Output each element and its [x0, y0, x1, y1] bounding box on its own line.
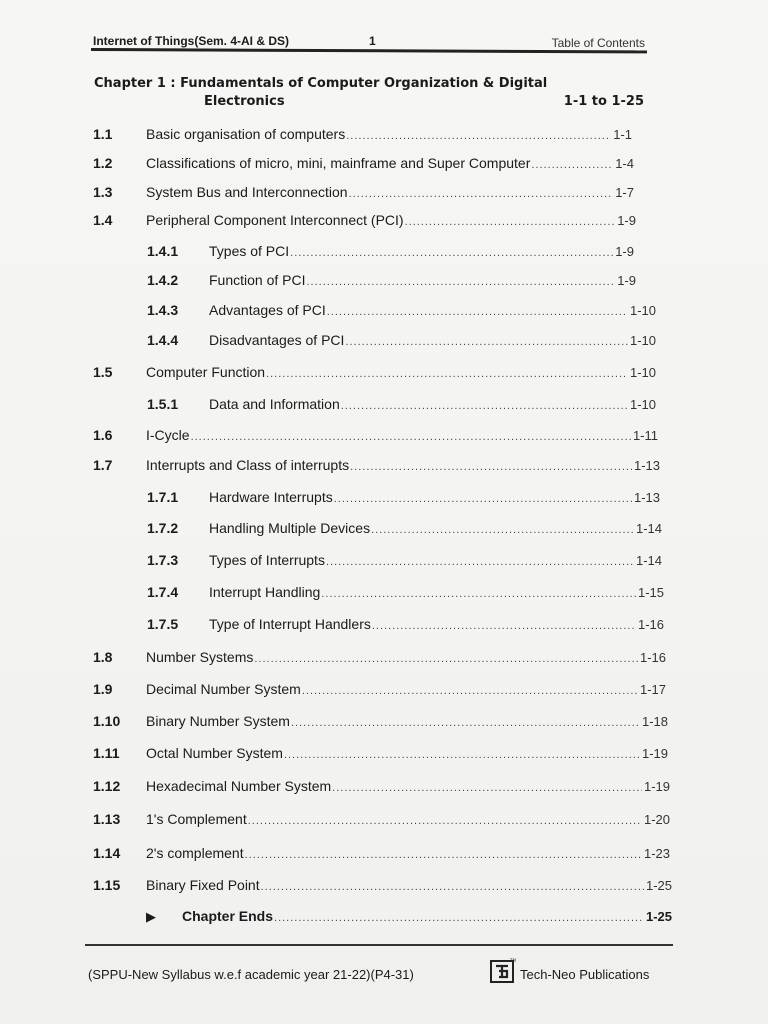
toc-entry-title: Function of PCI [209, 272, 306, 288]
chapter-ends-page: 1-25 [645, 909, 672, 924]
toc-entry-page: 1-25 [645, 878, 672, 893]
toc-entry-title: Interrupts and Class of interrupts [146, 457, 350, 473]
toc-entry-title: Disadvantages of PCI [209, 332, 345, 348]
page-number: 1 [369, 34, 376, 48]
toc-entry-title: Types of Interrupts [209, 552, 325, 568]
toc-entry-title: Binary Number System [146, 713, 290, 729]
dot-leader [372, 620, 636, 632]
toc-entry-number: 1.7.4 [147, 584, 179, 600]
toc-entry-number: 1.7.5 [147, 616, 179, 632]
toc-entry-page: 1-16 [639, 650, 666, 665]
dot-leader [332, 782, 642, 794]
dot-leader [291, 717, 640, 729]
toc-entry-page: 1-14 [635, 521, 662, 536]
toc-entry-title: Number Systems [146, 649, 254, 665]
toc-entry-number: 1.3 [93, 184, 113, 200]
toc-entry-title: Binary Fixed Point [146, 877, 260, 893]
toc-entry-page: 1-11 [632, 428, 658, 443]
toc-entry-number: 1.4 [93, 212, 113, 228]
toc-entry-number: 1.11 [93, 745, 120, 761]
book-title: Internet of Things(Sem. 4-AI & DS) [93, 34, 290, 48]
toc-entry-page: 1-4 [615, 156, 634, 171]
running-header [93, 32, 645, 50]
toc-entry[interactable] [93, 427, 658, 447]
toc-entry-title: Decimal Number System [146, 681, 301, 697]
dot-leader [321, 588, 636, 600]
dot-leader [345, 336, 628, 348]
toc-entry-title: Hardware Interrupts [209, 489, 333, 505]
toc-entry-page: 1-10 [629, 397, 656, 412]
toc-entry-page: 1-10 [629, 333, 656, 348]
toc-entry-page: 1-7 [615, 185, 634, 200]
page-footer [88, 958, 676, 988]
toc-entry-title: Type of Interrupt Handlers [209, 616, 371, 632]
toc-entry[interactable] [93, 212, 636, 232]
toc-entry[interactable] [93, 877, 672, 897]
toc-entry-title: Octal Number System [146, 745, 283, 761]
toc-entry-page: 1-13 [633, 458, 660, 473]
toc-entry-title: Handling Multiple Devices [209, 520, 371, 536]
toc-entry-title: System Bus and Interconnection [146, 184, 348, 200]
toc-entry-title: Hexadecimal Number System [146, 778, 332, 794]
toc-entry[interactable] [93, 457, 660, 477]
toc-entry-page: 1-19 [643, 779, 670, 794]
toc-entry-page: 1-20 [643, 812, 670, 827]
dot-leader [248, 815, 642, 827]
toc-entry[interactable] [93, 649, 666, 669]
toc-entry-title: I-Cycle [146, 427, 190, 443]
footer-rule [85, 944, 673, 946]
dot-leader [341, 400, 628, 412]
toc-entry-number: 1.13 [93, 811, 121, 827]
toc-entry-number: 1.12 [93, 778, 121, 794]
dot-leader [284, 749, 640, 761]
chapter-page-range: 1-1 to 1-25 [563, 94, 644, 109]
toc-entry-title: Basic organisation of computers [146, 126, 346, 142]
dot-leader [191, 431, 631, 443]
toc-entry[interactable] [93, 155, 634, 175]
dot-leader [405, 216, 616, 228]
toc-entry-title: 1's Complement [146, 811, 247, 827]
toc-entry-page: 1-10 [629, 365, 656, 380]
dot-leader [307, 276, 616, 288]
toc-entry-number: 1.5.1 [147, 396, 179, 412]
toc-entry-number: 1.4.3 [147, 302, 179, 318]
toc-entry-number: 1.2 [93, 155, 113, 171]
toc-entry[interactable] [93, 396, 656, 416]
dot-leader [334, 493, 632, 505]
chapter-ends-title: Chapter Ends [182, 908, 274, 924]
toc-entry-number: 1.14 [93, 845, 121, 861]
toc-entry-page: 1-10 [629, 303, 656, 318]
toc-entry[interactable] [93, 520, 662, 540]
toc-entry-number: 1.7.2 [147, 520, 179, 536]
toc-entry-number: 1.6 [93, 427, 113, 443]
toc-entry-title: Classifications of micro, mini, mainframe and Super Computer [146, 155, 531, 171]
dot-leader [254, 653, 638, 665]
toc-entry-page: 1-13 [633, 490, 660, 505]
toc-entry-page: 1-15 [637, 585, 664, 600]
toc-entry-title: Peripheral Component Interconnect (PCI) [146, 212, 404, 228]
toc-entry-number: 1.5 [93, 364, 113, 380]
dot-leader [274, 912, 644, 924]
dot-leader [350, 461, 632, 473]
dot-leader [266, 368, 628, 380]
toc-entry-page: 1-17 [639, 682, 666, 697]
toc-entry-number: 1.15 [93, 877, 121, 893]
toc-entry[interactable] [93, 681, 666, 701]
toc-entry-number: 1.8 [93, 649, 113, 665]
dot-leader [302, 685, 638, 697]
toc-entry[interactable] [93, 745, 668, 765]
chapter-title-line2: Electronics [204, 94, 285, 109]
toc-entry-number: 1.4.1 [147, 243, 179, 259]
toc-entry-title: 2's complement [146, 845, 244, 861]
dot-leader [371, 524, 634, 536]
toc-entry-number: 1.9 [93, 681, 113, 697]
dot-leader [290, 247, 613, 259]
toc-entry-title: Types of PCI [209, 243, 290, 259]
toc-entry-page: 1-9 [615, 244, 634, 259]
toc-entry-page: 1-18 [641, 714, 668, 729]
dot-leader [326, 556, 634, 568]
toc-entry-number: 1.1 [93, 126, 113, 142]
toc-entry-title: Interrupt Handling [209, 584, 321, 600]
dot-leader [346, 130, 611, 142]
chapter-ends-entry[interactable] [146, 908, 672, 928]
toc-entry-number: 1.4.4 [147, 332, 179, 348]
toc-entry[interactable] [93, 302, 656, 322]
toc-entry-number: 1.4.2 [147, 272, 179, 288]
toc-entry[interactable] [93, 713, 668, 733]
dot-leader [261, 881, 644, 893]
syllabus-note: (SPPU-New Syllabus w.e.f academic year 21-22)(P4-31) [88, 967, 414, 982]
toc-entry[interactable] [93, 845, 670, 865]
dot-leader [245, 849, 642, 861]
toc-entry[interactable] [93, 616, 664, 636]
toc-entry-page: 1-9 [617, 213, 636, 228]
dot-leader [531, 159, 613, 171]
toc-entry-number: 1.7.3 [147, 552, 179, 568]
triangle-right-icon: ▶ [146, 909, 156, 924]
toc-entry[interactable] [93, 184, 634, 204]
section-name: Table of Contents [551, 36, 645, 50]
toc-entry-page: 1-23 [643, 846, 670, 861]
toc-entry[interactable] [93, 778, 670, 798]
toc-entry-page: 1-16 [637, 617, 664, 632]
toc-entry-page: 1-9 [617, 273, 636, 288]
dot-leader [327, 306, 628, 318]
toc-entry[interactable] [93, 489, 660, 509]
toc-entry[interactable] [93, 811, 670, 831]
toc-entry-title: Advantages of PCI [209, 302, 326, 318]
toc-entry[interactable] [93, 243, 634, 263]
toc-entry-number: 1.7.1 [147, 489, 179, 505]
toc-entry-number: 1.10 [93, 713, 121, 729]
toc-entry[interactable] [93, 272, 636, 292]
dot-leader [349, 188, 614, 200]
toc-entry[interactable] [93, 332, 656, 352]
chapter-title-line1: Chapter 1 : Fundamentals of Computer Organization & Digital [94, 76, 548, 91]
chapter-heading [94, 76, 646, 112]
toc-entry-page: 1-19 [641, 746, 668, 761]
toc-entry[interactable] [93, 552, 662, 572]
toc-entry-number: 1.7 [93, 457, 113, 473]
publisher-name: Tech-Neo Publications [520, 967, 650, 982]
toc-entry[interactable] [93, 364, 656, 384]
toc-entry-title: Data and Information [209, 396, 340, 412]
toc-entry-page: 1-1 [613, 127, 632, 142]
toc-entry-page: 1-14 [635, 553, 662, 568]
toc-entry[interactable] [93, 584, 664, 604]
tech-neo-logo-icon [490, 958, 516, 984]
toc-entry[interactable] [93, 126, 632, 146]
toc-entry-title: Computer Function [146, 364, 266, 380]
svg-text:TM: TM [510, 958, 516, 963]
